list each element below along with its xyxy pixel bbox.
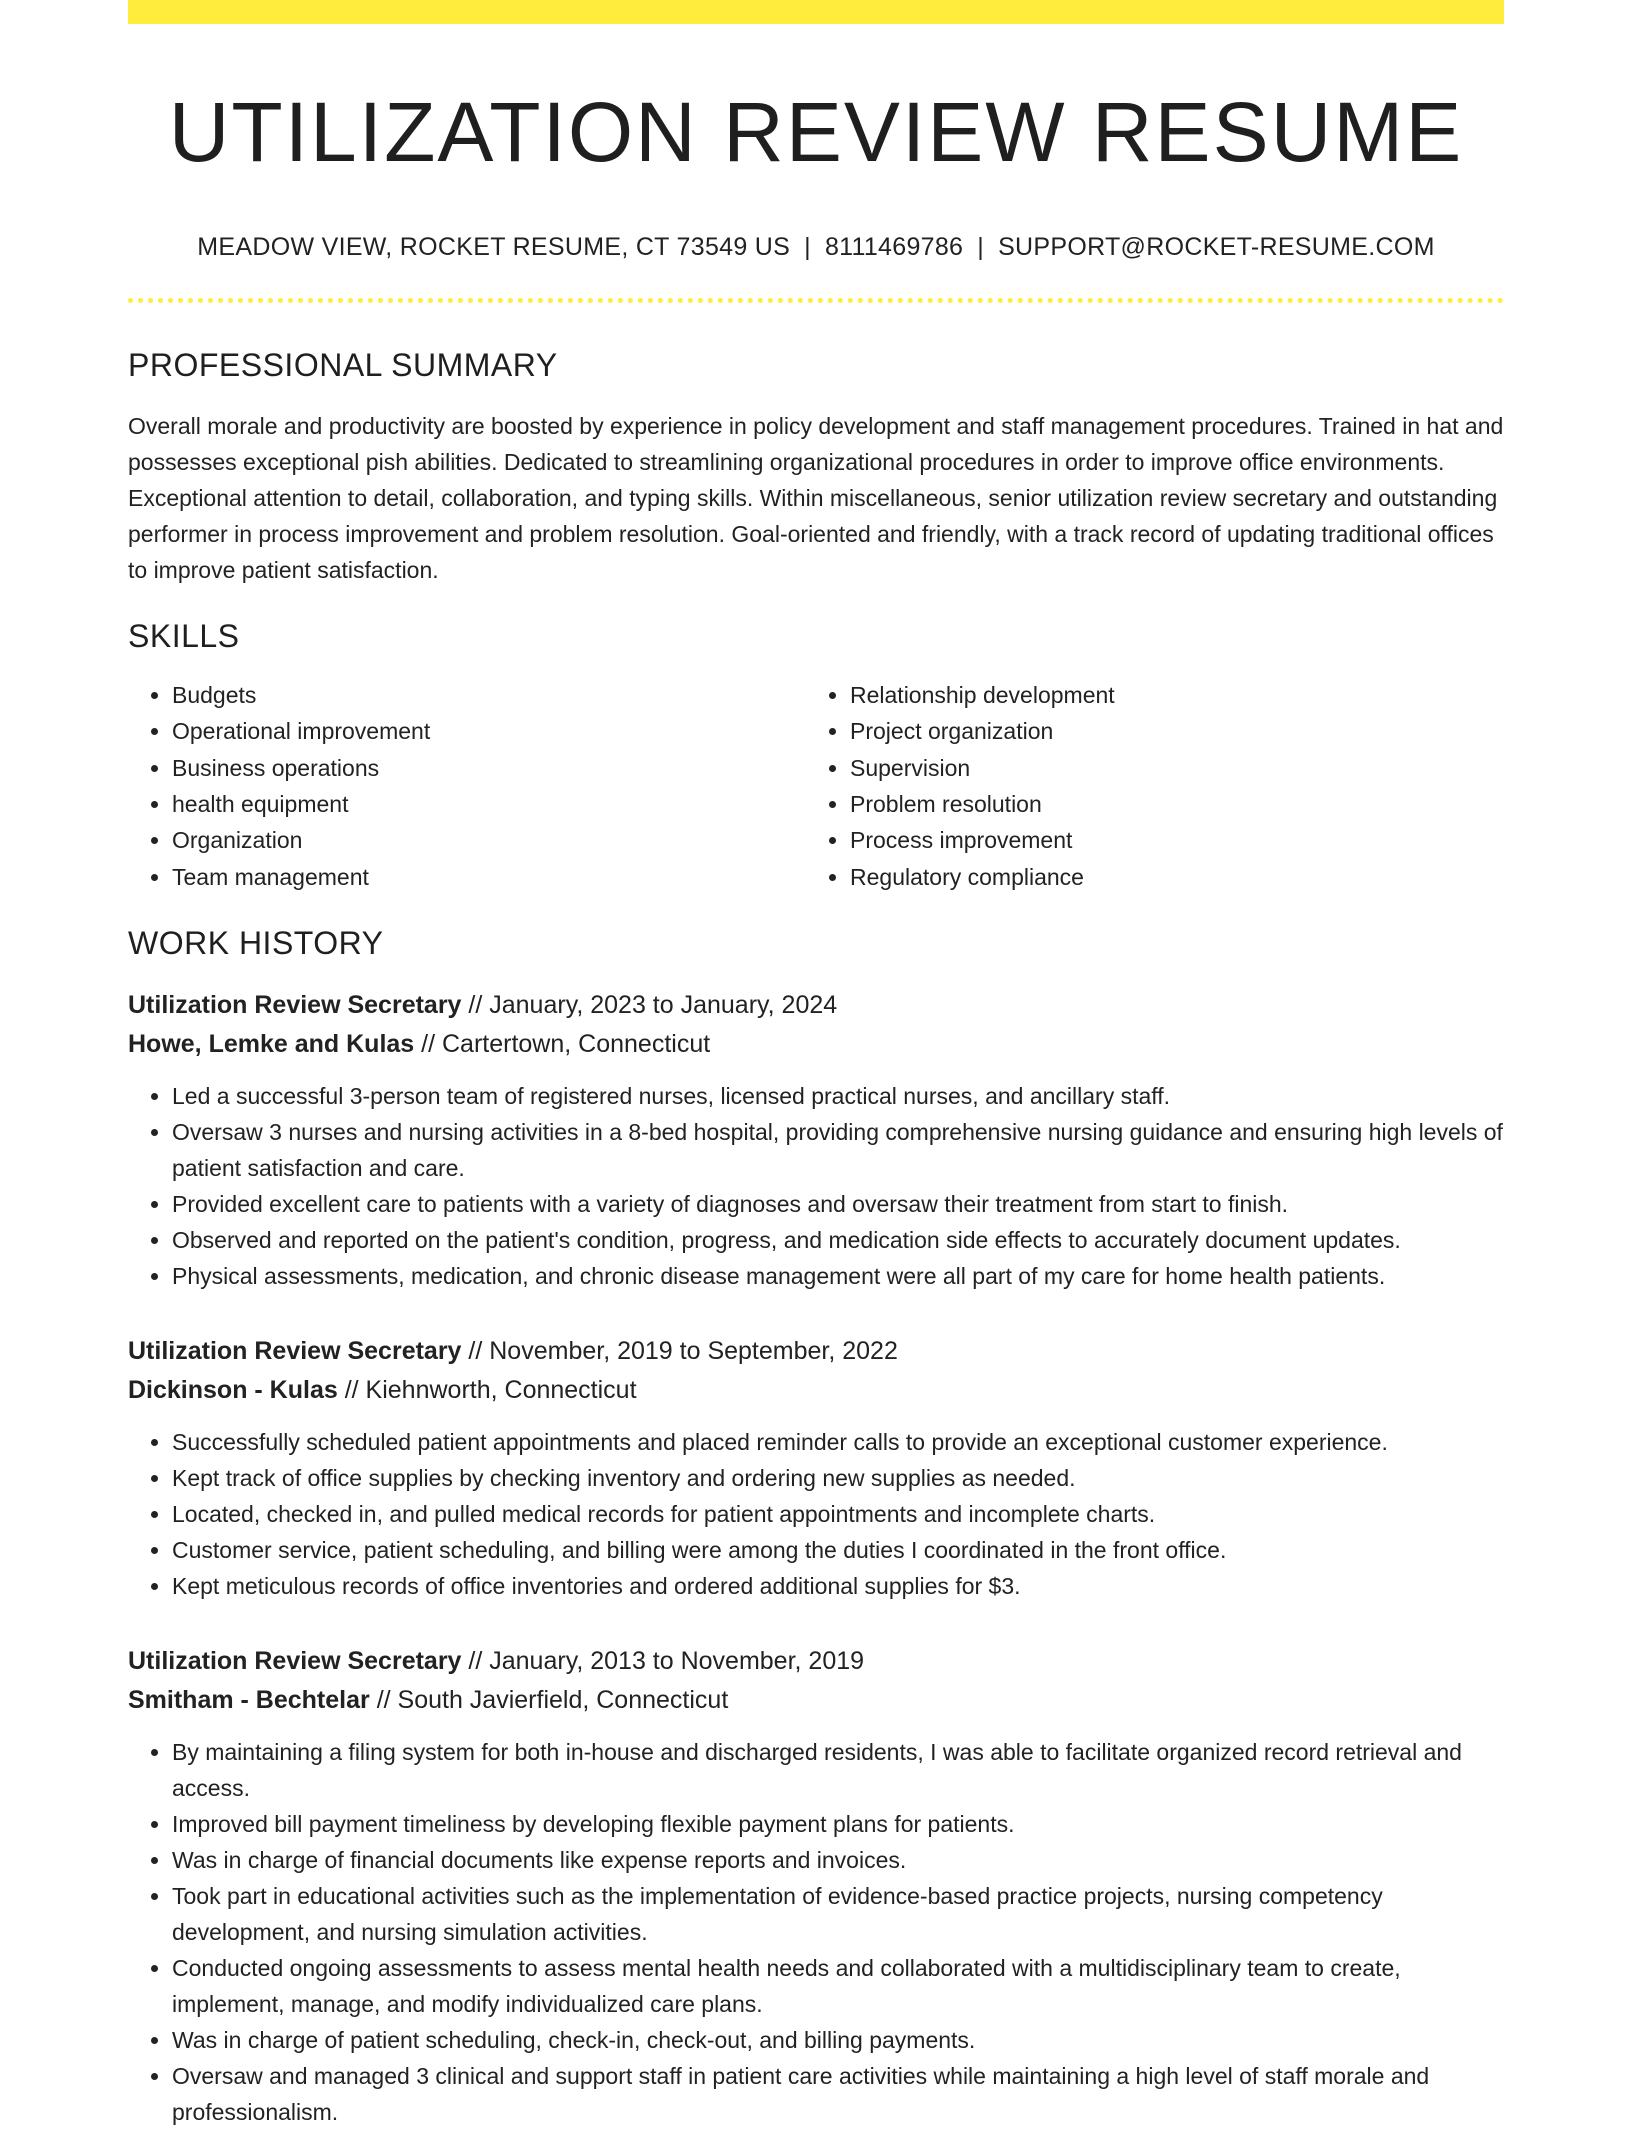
job-bullet: • Observed and reported on the patient's condition, progress, and medication side effects to accurately document updates. [172,1222,1504,1258]
job-title-line [128,986,1504,1025]
summary-text: Overall morale and productivity are boosted by experience in policy development and staff management procedures. Trained in hat and possesses exceptional pish abilities. Dedicated to streamlining organizational procedures in order to improve office environments. Exceptional attention to detail, collaboration, and typing skills. Within miscellaneous, senior utilization review secretary and outstanding performer in process improvement and problem resolution. Goal-oriented and friendly, with a track record of updating traditional offices to improve patient satisfaction. [128,412,1504,583]
skill-item: • Operational improvement [172,713,806,749]
job-dates: // January, 2013 to November, 2019 [461,1647,865,1676]
summary-heading: PROFESSIONAL SUMMARY [128,346,558,383]
skill-item: • health equipment [172,786,806,822]
skill-item: • Team management [172,859,806,895]
job-entry [128,1332,1504,1604]
resume-page [128,0,1504,2130]
job-company-line [128,1025,1504,1064]
job-company-line [128,1371,1504,1410]
skill-item: • Process improvement [850,822,1484,858]
skills-column-right [806,677,1484,895]
job-location: // South Javierfield, Connecticut [369,1686,729,1715]
skills-column-left [128,677,806,895]
job-dates: // November, 2019 to September, 2022 [461,1337,898,1366]
job-entry [128,1642,1504,2130]
resume-title: UTILIZATION REVIEW RESUME [168,85,1464,179]
contact-separator: | [977,232,985,261]
job-bullets [128,1424,1504,1604]
job-bullet: • Physical assessments, medication, and chronic disease management were all part of my care for home health patients. [172,1258,1504,1294]
job-entry [128,986,1504,1294]
job-bullet: • By maintaining a filing system for both in-house and discharged residents, I was able to facilitate organized record retrieval and access. [172,1734,1504,1806]
contact-email: SUPPORT@ROCKET-RESUME.COM [998,232,1435,261]
job-bullet: • Located, checked in, and pulled medical records for patient appointments and incomplete charts. [172,1496,1504,1532]
skill-item: • Organization [172,822,806,858]
accent-top-bar [128,0,1504,24]
skill-item: • Regulatory compliance [850,859,1484,895]
job-bullet: • Oversaw and managed 3 clinical and support staff in patient care activities while maintaining a high level of staff morale and professionalism. [172,2058,1504,2130]
contact-address: MEADOW VIEW, ROCKET RESUME, CT 73549 US [197,232,791,261]
job-title-line [128,1642,1504,1681]
job-title-line [128,1332,1504,1371]
skill-item: • Budgets [172,677,806,713]
job-bullet: • Oversaw 3 nurses and nursing activities in a 8-bed hospital, providing comprehensive nursing guidance and ensuring high levels of patient satisfaction and care. [172,1114,1504,1186]
job-bullet: • Customer service, patient scheduling, and billing were among the duties I coordinated in the front office. [172,1532,1504,1568]
dotted-divider [128,298,1504,303]
contact-line [128,233,1504,262]
contact-separator: | [804,232,811,261]
job-bullet: • Was in charge of financial documents like expense reports and invoices. [172,1842,1504,1878]
job-bullet: • Kept track of office supplies by checking inventory and ordering new supplies as needed. [172,1460,1504,1496]
skill-item: • Supervision [850,750,1484,786]
job-role: Utilization Review Secretary [128,991,462,1020]
job-role: Utilization Review Secretary [128,1647,462,1676]
skills-list [128,677,1504,895]
job-role: Utilization Review Secretary [128,1337,462,1366]
job-bullet: • Kept meticulous records of office inventories and ordered additional supplies for $3. [172,1568,1504,1604]
job-bullet: • Improved bill payment timeliness by developing flexible payment plans for patients. [172,1806,1504,1842]
skill-item: • Relationship development [850,677,1484,713]
job-bullets [128,1734,1504,2130]
job-location: // Cartertown, Connecticut [414,1030,711,1059]
skill-item: • Problem resolution [850,786,1484,822]
job-bullet: • Successfully scheduled patient appointments and placed reminder calls to provide an exceptional customer experience. [172,1424,1504,1460]
work-history-heading: WORK HISTORY [128,925,384,962]
job-bullet: • Conducted ongoing assessments to assess mental health needs and collaborated with a multidisciplinary team to create, implement, manage, and modify individualized care plans. [172,1950,1504,2022]
skill-item: • Business operations [172,750,806,786]
job-bullets [128,1078,1504,1294]
contact-phone: 8111469786 [824,232,964,261]
job-bullet: • Led a successful 3-person team of registered nurses, licensed practical nurses, and ancillary staff. [172,1078,1504,1114]
job-location: // Kiehnworth, Connecticut [337,1376,637,1405]
job-bullet: • Took part in educational activities such as the implementation of evidence-based practice projects, nursing competency development, and nursing simulation activities. [172,1878,1504,1950]
job-company: Smitham - Bechtelar [128,1686,370,1715]
job-bullet: • Was in charge of patient scheduling, check-in, check-out, and billing payments. [172,2022,1504,2058]
skills-heading: SKILLS [128,617,240,654]
skill-item: • Project organization [850,713,1484,749]
job-bullet: • Provided excellent care to patients with a variety of diagnoses and oversaw their treatment from start to finish. [172,1186,1504,1222]
job-company: Dickinson - Kulas [128,1376,338,1405]
job-company-line [128,1681,1504,1720]
job-dates: // January, 2023 to January, 2024 [461,991,838,1020]
job-company: Howe, Lemke and Kulas [128,1030,415,1059]
